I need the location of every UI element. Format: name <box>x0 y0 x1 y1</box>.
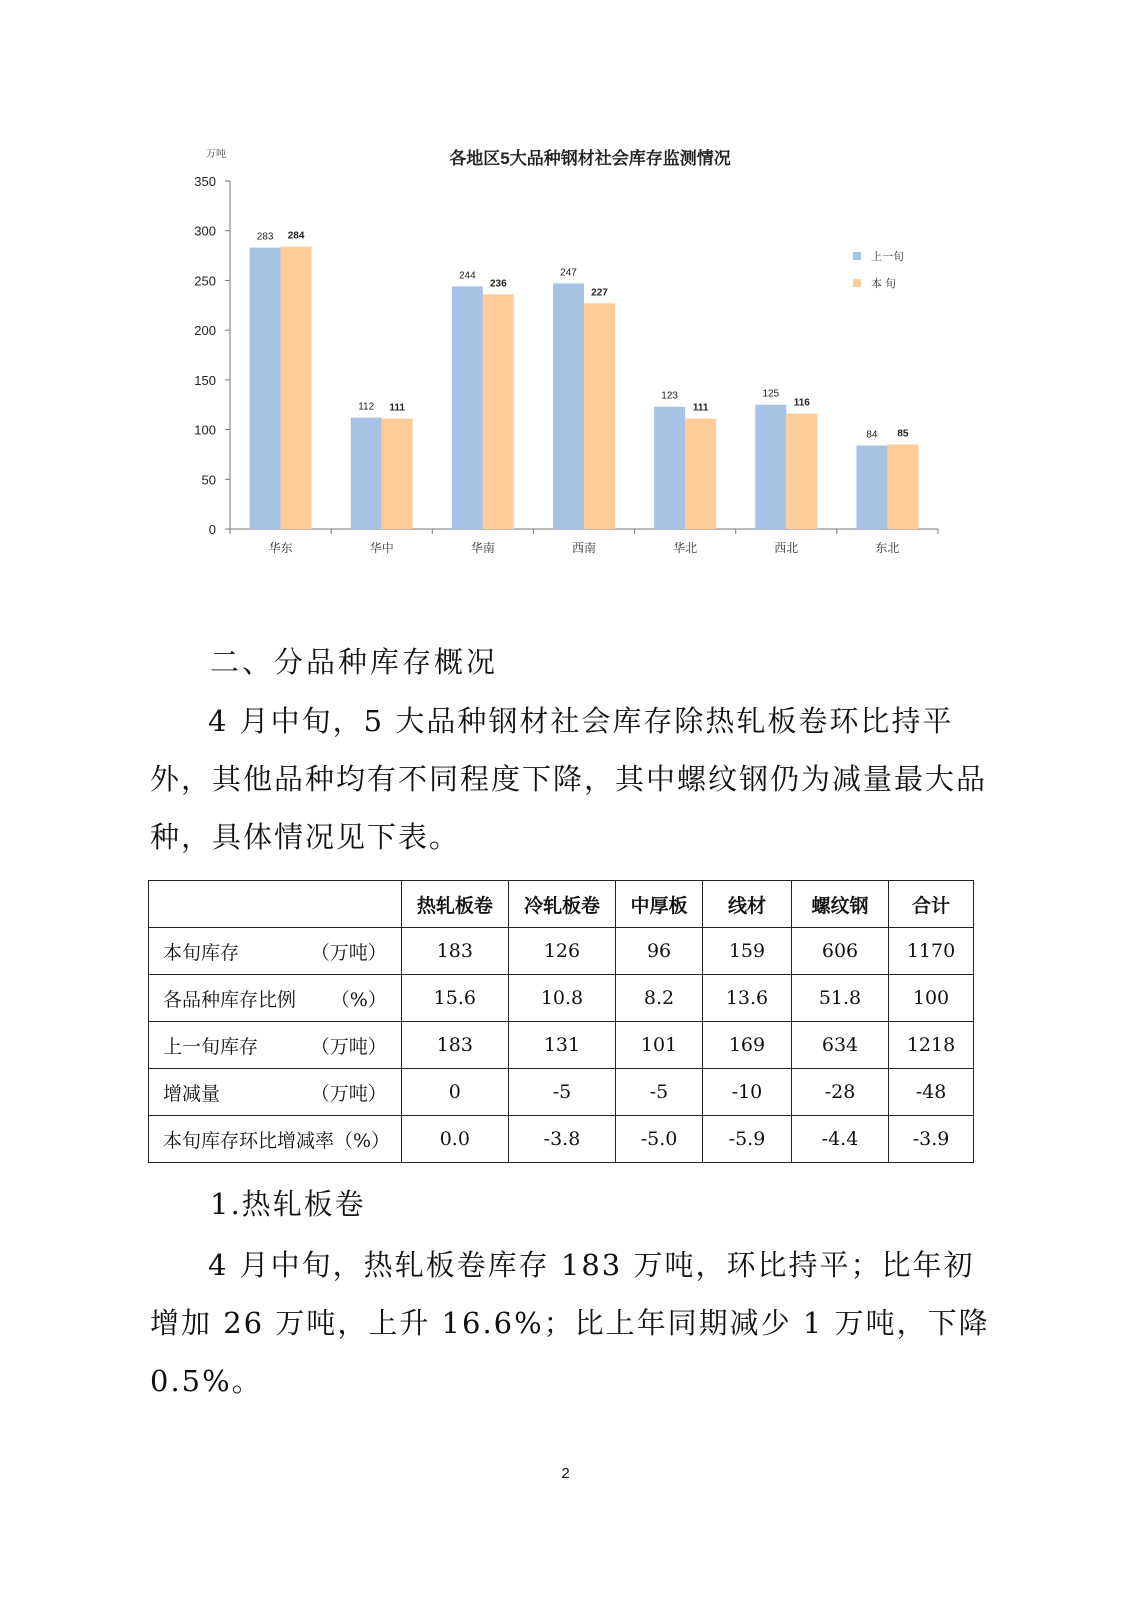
subsection-title: 1.热轧板卷 <box>210 1187 366 1221</box>
table-cell: 15.6 <box>401 975 508 1022</box>
row-label: 本旬库存 <box>163 941 240 964</box>
table-cell: -4.4 <box>791 1116 888 1163</box>
x-category-label: 西北 <box>774 541 799 555</box>
table-cell: 606 <box>791 928 888 975</box>
y-tick-label: 50 <box>201 472 216 488</box>
bar-current <box>887 444 918 529</box>
table-cell: 183 <box>401 928 508 975</box>
row-label-cell <box>149 1116 402 1163</box>
table-cell: -5 <box>616 1069 703 1116</box>
table-cell: 10.8 <box>508 975 615 1022</box>
row-label-cell <box>149 975 402 1022</box>
bar-previous <box>452 286 483 529</box>
page-number: 2 <box>561 1465 570 1482</box>
table-cell: 100 <box>889 975 974 1022</box>
y-tick-label: 100 <box>194 422 216 438</box>
table-row <box>149 975 974 1022</box>
y-tick-label: 150 <box>194 372 216 388</box>
table-cell: 13.6 <box>703 975 792 1022</box>
bar-previous <box>654 407 685 529</box>
table-header-cell: 线材 <box>703 881 792 928</box>
y-axis-unit-label: 万吨 <box>206 149 226 160</box>
table-cell: -10 <box>703 1069 792 1116</box>
bar-current <box>685 419 716 529</box>
row-unit: （万吨） <box>310 1082 387 1105</box>
row-label-cell <box>149 1022 402 1069</box>
x-category-label: 华北 <box>673 541 698 555</box>
table-cell: 96 <box>616 928 703 975</box>
row-unit: （%） <box>330 988 387 1011</box>
legend-label: 上一旬 <box>871 251 904 263</box>
table-cell: -5.0 <box>616 1116 703 1163</box>
table-cell: 51.8 <box>791 975 888 1022</box>
table-cell: 101 <box>616 1022 703 1069</box>
table-cell: 169 <box>703 1022 792 1069</box>
data-label: 227 <box>591 287 608 299</box>
bar-current <box>786 414 817 529</box>
table-header-cell: 螺纹钢 <box>791 881 888 928</box>
table-cell: 183 <box>401 1022 508 1069</box>
legend-swatch <box>853 279 861 287</box>
table-header-cell: 热轧板卷 <box>401 881 508 928</box>
row-label: 增减量 <box>163 1082 221 1105</box>
row-label: 上一旬库存 <box>163 1035 259 1058</box>
bar-previous <box>553 283 584 529</box>
table-cell: 1170 <box>889 928 974 975</box>
legend-swatch <box>853 252 861 260</box>
table-cell: 1218 <box>889 1022 974 1069</box>
y-tick-label: 200 <box>194 323 216 339</box>
table-cell: 8.2 <box>616 975 703 1022</box>
row-label: 各品种库存比例 <box>163 988 297 1011</box>
table-header-cell: 冷轧板卷 <box>508 881 615 928</box>
data-label: 123 <box>661 390 678 402</box>
table-cell: -48 <box>889 1069 974 1116</box>
row-label-cell <box>149 928 402 975</box>
x-category-label: 华东 <box>268 541 293 555</box>
table-cell: -3.8 <box>508 1116 615 1163</box>
intro-paragraph-text: 4 月中旬，5 大品种钢材社会库存除热轧板卷环比持平外，其他品种均有不同程度下降，其中螺纹钢仍为减量最大品种，具体情况见下表。 <box>150 704 988 854</box>
bar-previous <box>856 445 887 529</box>
y-tick-label: 250 <box>194 273 216 289</box>
table-header-row <box>149 881 974 928</box>
table-cell: -28 <box>791 1069 888 1116</box>
bar-current <box>584 303 615 529</box>
bar-previous <box>755 405 786 529</box>
data-label: 125 <box>762 388 780 400</box>
data-label: 84 <box>866 429 878 441</box>
legend-label: 本 旬 <box>871 278 897 290</box>
table-row <box>149 1022 974 1069</box>
x-category-label: 华中 <box>369 541 394 555</box>
data-label: 284 <box>287 230 305 242</box>
table-header-cell: 中厚板 <box>616 881 703 928</box>
table-header-cell: 合计 <box>889 881 974 928</box>
x-category-label: 东北 <box>875 541 900 555</box>
row-unit: （万吨） <box>310 1035 387 1058</box>
chart-title: 各地区5大品种钢材社会库存监测情况 <box>449 149 731 168</box>
data-label: 85 <box>897 428 909 440</box>
regional-inventory-chart <box>190 140 990 580</box>
y-tick-label: 300 <box>194 223 216 239</box>
table-cell: -3.9 <box>889 1116 974 1163</box>
table-row <box>149 1116 974 1163</box>
table-cell: -5 <box>508 1069 615 1116</box>
table-cell: 634 <box>791 1022 888 1069</box>
x-category-label: 华南 <box>470 541 495 555</box>
table-row <box>149 1069 974 1116</box>
data-label: 247 <box>560 267 577 279</box>
table-cell: 131 <box>508 1022 615 1069</box>
x-category-label: 西南 <box>571 541 597 555</box>
table-cell: 126 <box>508 928 615 975</box>
data-label: 244 <box>459 270 476 282</box>
table-row <box>149 928 974 975</box>
table-cell: 0 <box>401 1069 508 1116</box>
table-cell: 159 <box>703 928 792 975</box>
data-label: 116 <box>793 397 810 409</box>
y-tick-label: 0 <box>208 522 216 537</box>
table-cell: -5.9 <box>703 1116 792 1163</box>
bar-current <box>281 247 312 529</box>
bar-current <box>382 419 413 529</box>
row-label-cell <box>149 1069 402 1116</box>
intro-paragraph <box>150 692 1000 866</box>
data-label: 112 <box>358 401 375 413</box>
y-tick-label: 350 <box>194 174 216 189</box>
row-unit: （万吨） <box>310 941 387 964</box>
data-label: 236 <box>490 278 507 290</box>
data-label: 111 <box>389 402 406 414</box>
row-label: 本旬库存环比增减率（%） <box>163 1129 391 1152</box>
table-header-cell <box>149 881 402 928</box>
bar-current <box>483 294 514 529</box>
section-title: 二、分品种库存概况 <box>210 645 499 679</box>
bar-previous <box>250 248 281 529</box>
inventory-table <box>148 880 974 1163</box>
data-label: 111 <box>692 402 709 414</box>
data-label: 283 <box>256 231 274 243</box>
table-cell: 0.0 <box>401 1116 508 1163</box>
subsection-paragraph-text: 4 月中旬，热轧板卷库存 183 万吨，环比持平；比年初增加 26 万吨，上升 16.6%；比上年同期减少 1 万吨，下降 0.5%。 <box>150 1248 990 1398</box>
bar-previous <box>351 418 382 529</box>
subsection-paragraph <box>150 1236 1000 1410</box>
